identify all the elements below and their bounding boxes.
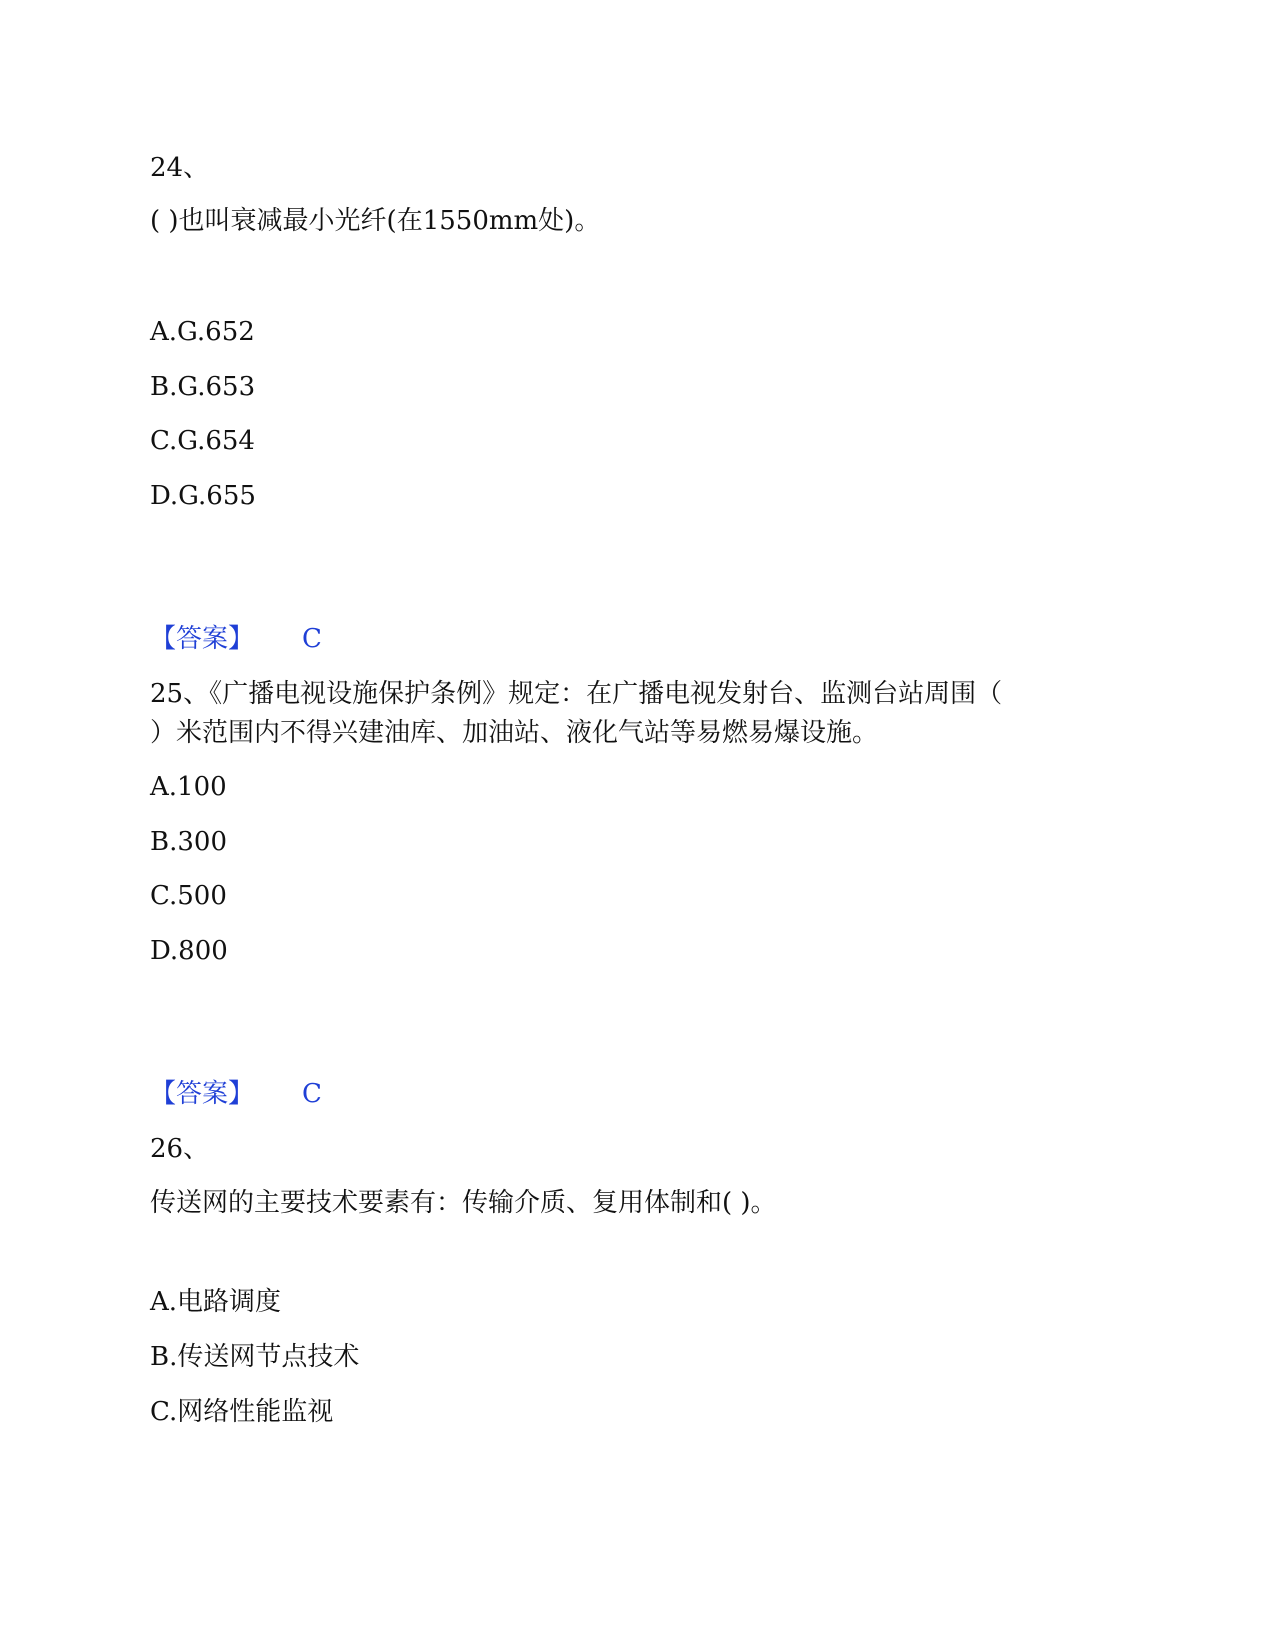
question-24-option-d: D.G.655 — [150, 481, 256, 511]
question-24-text: ( )也叫衰减最小光纤(在1550mm处)。 — [150, 206, 601, 236]
question-26-number: 26、 — [150, 1134, 210, 1164]
question-25-option-b: B.300 — [150, 827, 227, 857]
question-24-option-a: A.G.652 — [150, 317, 255, 347]
answer-label: 【答案】 — [150, 624, 255, 654]
answer-value: C — [302, 624, 322, 654]
question-25-option-d: D.800 — [150, 936, 228, 966]
question-24-option-b: B.G.653 — [150, 372, 256, 402]
answer-label: 【答案】 — [150, 1079, 255, 1109]
question-25-text-line1: 25、《广播电视设施保护条例》规定：在广播电视发射台、监测台站周围（ — [150, 679, 1003, 709]
question-25-option-c: C.500 — [150, 881, 227, 911]
question-24-answer — [150, 622, 322, 656]
question-25-text-line2: ）米范围内不得兴建油库、加油站、液化气站等易燃易爆设施。 — [150, 718, 879, 748]
question-25-answer — [150, 1077, 322, 1111]
question-26-option-a: A.电路调度 — [150, 1287, 282, 1317]
answer-value: C — [302, 1079, 322, 1109]
question-24-number: 24、 — [150, 153, 210, 183]
question-26-text: 传送网的主要技术要素有：传输介质、复用体制和( )。 — [150, 1188, 777, 1218]
question-26-option-b: B.传送网节点技术 — [150, 1342, 360, 1372]
question-25-option-a: A.100 — [150, 772, 227, 802]
question-26-option-c: C.网络性能监视 — [150, 1397, 334, 1427]
question-24-option-c: C.G.654 — [150, 426, 255, 456]
